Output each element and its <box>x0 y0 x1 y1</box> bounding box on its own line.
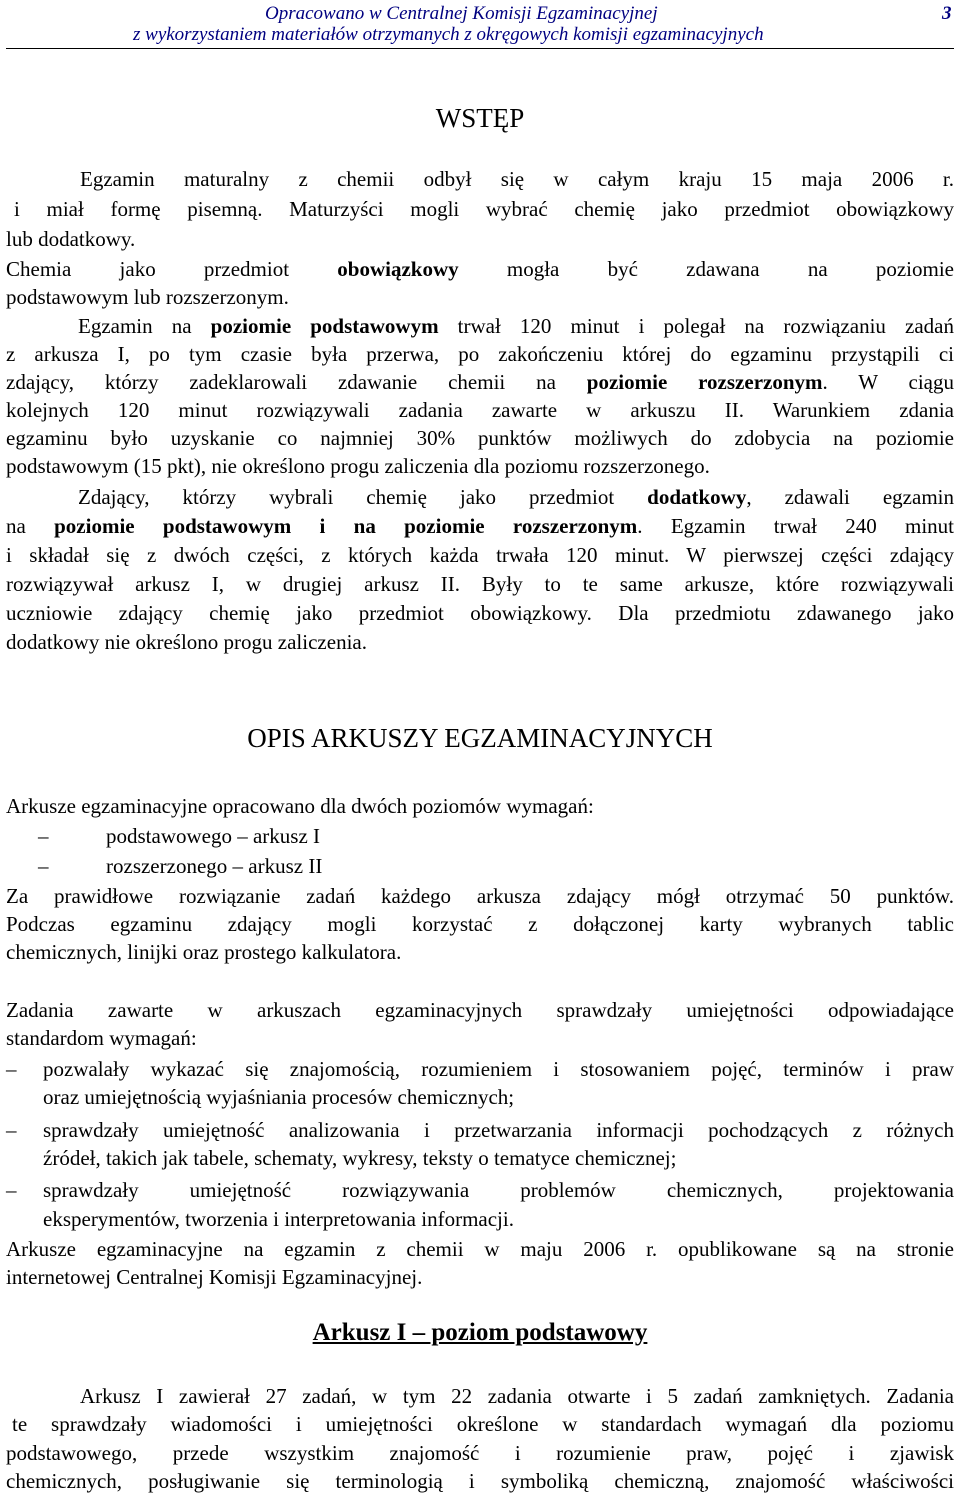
dash-bullet: – <box>6 1178 17 1202</box>
dash-bullet: – <box>38 824 49 848</box>
wstep-p3-line2: z arkusza I, po tym czasie była przerwa, po zakończeniu której do egzaminu przystąpili ci <box>6 342 954 366</box>
section-title-opis: OPIS ARKUSZY EGZAMINACYJNYCH <box>247 723 713 753</box>
bold-run: poziomie rozszerzonym <box>586 370 823 394</box>
arkusz1-p1-line3: podstawowego, przede wszystkim znajomość i rozumienie praw, pojęć i zjawisk <box>6 1441 954 1465</box>
wstep-p3-line4: kolejnych 120 minut rozwiązywali zadania zawarte w arkuszu II. Warunkiem zdania <box>6 398 954 422</box>
wstep-p4-line4: rozwiązywał arkusz I, w drugiej arkusz II. Były to te same arkusze, które rozwiązywali <box>6 572 954 596</box>
wstep-p3-line1 <box>78 313 954 339</box>
wstep-p4-line1 <box>78 484 954 510</box>
text-run: Zdający, którzy wybrali chemię jako przedmiot <box>78 485 615 509</box>
text-run: , zdawali egzamin <box>746 485 954 509</box>
section-title-wstep: WSTĘP <box>435 103 525 133</box>
opis-level-1: podstawowego – arkusz I <box>106 824 321 848</box>
wstep-p1-line3: lub dodatkowy. <box>6 227 136 251</box>
opis-p1-line1: Za prawidłowe rozwiązanie zadań każdego arkusza zdający mógł otrzymać 50 punktów. <box>6 884 954 908</box>
text-run: na <box>6 514 26 538</box>
opis-level-2: rozszerzonego – arkusz II <box>106 854 323 878</box>
wstep-p3-line3 <box>6 369 954 395</box>
wstep-p3-line5: egzaminu było uzyskanie co najmniej 30% punktów możliwych do zdobycia na poziomie <box>6 426 954 450</box>
opis-p2-line1: Zadania zawarte w arkuszach egzaminacyjnych sprawdzały umiejętności odpowiadające <box>6 998 954 1022</box>
wstep-p2-line2: podstawowym lub rozszerzonym. <box>6 285 289 309</box>
wstep-p1-line1: Egzamin maturalny z chemii odbył się w całym kraju 15 maja 2006 r. <box>80 167 954 191</box>
page-number: 3 <box>942 3 952 24</box>
text-run: Egzamin na <box>78 314 192 338</box>
arkusz1-p1-line4: chemicznych, posługiwanie się terminologią i symboliką chemiczną, znajomość właściwości <box>6 1469 954 1493</box>
opis-bullet-2-line1: sprawdzały umiejętność analizowania i przetwarzania informacji pochodzących z różnych <box>43 1118 954 1142</box>
opis-bullet-2-line2: źródeł, takich jak tabele, schematy, wykresy, teksty o tematyce chemicznej; <box>43 1146 677 1170</box>
arkusz1-p1-line2: te sprawdzały wiadomości i umiejętności określone w standardach wymagań dla poziomu <box>12 1412 954 1436</box>
opis-bullet-1-line1: pozwalały wykazać się znajomością, rozumieniem i stosowaniem pojęć, terminów i praw <box>43 1057 954 1081</box>
bold-run: obowiązkowy <box>337 257 459 281</box>
text-run: trwał 120 minut i polegał na rozwiązaniu zadań <box>457 314 954 338</box>
text-run: . Egzamin trwał 240 minut <box>637 514 954 538</box>
opis-p3-line1: Arkusze egzaminacyjne na egzamin z chemii w maju 2006 r. opublikowane są na stronie <box>6 1237 954 1261</box>
text-run: Chemia jako przedmiot <box>6 257 290 281</box>
wstep-p2-line1 <box>6 256 954 282</box>
bold-run: poziomie podstawowym <box>210 314 439 338</box>
bold-run: dodatkowy <box>647 485 747 509</box>
text-run: zdający, którzy zadeklarowali zdawanie chemii na <box>6 370 556 394</box>
opis-intro: Arkusze egzaminacyjne opracowano dla dwóch poziomów wymagań: <box>6 794 594 818</box>
opis-bullet-1-line2: oraz umiejętnością wyjaśniania procesów chemicznych; <box>43 1085 515 1109</box>
section-title-arkusz-1: Arkusz I – poziom podstawowy <box>312 1319 648 1346</box>
bold-run: poziomie podstawowym i na poziomie rozszerzonym <box>54 514 638 538</box>
dash-bullet: – <box>6 1118 17 1142</box>
wstep-p4-line6: dodatkowy nie określono progu zaliczenia. <box>6 630 367 654</box>
wstep-p4-line5: uczniowie zdający chemię jako przedmiot obowiązkowy. Dla przedmiotu zdawanego jako <box>6 601 954 625</box>
wstep-p4-line2 <box>6 513 954 539</box>
wstep-p4-line3: i składał się z dwóch części, z których każda trwała 120 minut. W pierwszej części zdający <box>6 543 954 567</box>
opis-bullet-3-line1: sprawdzały umiejętność rozwiązywania problemów chemicznych, projektowania <box>43 1178 954 1202</box>
opis-p1-line2: Podczas egzaminu zdający mogli korzystać z dołączonej karty wybranych tablic <box>6 912 954 936</box>
wstep-p1-line2: i miał formę pisemną. Maturzyści mogli wybrać chemię jako przedmiot obowiązkowy <box>14 197 954 221</box>
opis-bullet-3-line2: eksperymentów, tworzenia i interpretowania informacji. <box>43 1207 514 1231</box>
header-institution: Opracowano w Centralnej Komisji Egzaminacyjnej <box>265 3 658 24</box>
opis-p1-line3: chemicznych, linijki oraz prostego kalkulatora. <box>6 940 402 964</box>
arkusz1-p1-line1: Arkusz I zawierał 27 zadań, w tym 22 zadania otwarte i 5 zadań zamkniętych. Zadania <box>80 1384 954 1408</box>
opis-p3-line2: internetowej Centralnej Komisji Egzaminacyjnej. <box>6 1265 423 1289</box>
text-run: . W ciągu <box>822 370 955 394</box>
header-rule <box>6 48 954 49</box>
wstep-p3-line6: podstawowym (15 pkt), nie określono progu zaliczenia dla poziomu rozszerzonego. <box>6 454 710 478</box>
opis-p2-line2: standardom wymagań: <box>6 1026 197 1050</box>
header-source-note: z wykorzystaniem materiałów otrzymanych z okręgowych komisji egzaminacyjnych <box>133 24 764 45</box>
dash-bullet: – <box>38 854 49 878</box>
dash-bullet: – <box>6 1057 17 1081</box>
text-run: mogła być zdawana na poziomie <box>506 257 955 281</box>
